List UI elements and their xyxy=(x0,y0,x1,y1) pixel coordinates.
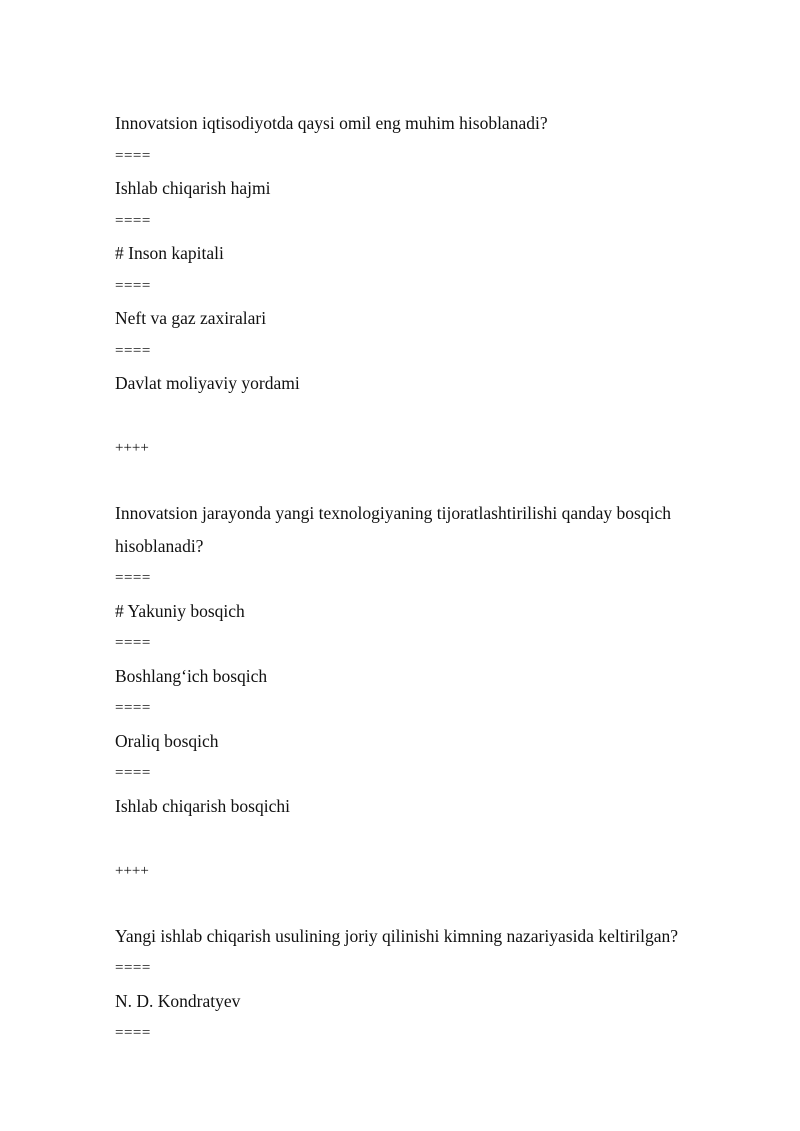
block-end-marker: ++++ xyxy=(115,440,149,456)
answer-option: Neft va gaz zaxiralari xyxy=(115,308,267,328)
separator: ==== xyxy=(115,570,151,586)
question-block xyxy=(115,497,725,920)
separator: ==== xyxy=(115,700,151,716)
answer-option: Ishlab chiqarish bosqichi xyxy=(115,795,290,816)
answer-option-correct: # Yakuniy bosqich xyxy=(115,600,245,621)
separator: ==== xyxy=(115,960,151,976)
spacer xyxy=(115,465,725,498)
answer-option: N. D. Kondratyev xyxy=(115,990,241,1011)
answer-option: Ishlab chiqarish hajmi xyxy=(115,178,271,198)
separator: ==== xyxy=(115,635,151,651)
question-text: Innovatsion jarayonda yangi texnologiyaning tijoratlashtirilishi qanday bosqich hisoblanadi? xyxy=(115,503,672,556)
separator: ==== xyxy=(115,277,151,294)
answer-option: Oraliq bosqich xyxy=(115,730,219,751)
answer-option: Davlat moliyaviy yordami xyxy=(115,373,300,393)
spacer xyxy=(115,822,725,855)
answer-option: Boshlang‘ich bosqich xyxy=(115,665,268,686)
separator: ==== xyxy=(115,765,151,781)
question-text: Innovatsion iqtisodiyotda qaysi omil eng muhim hisoblanadi? xyxy=(115,113,548,133)
block-end-marker: ++++ xyxy=(115,862,149,879)
spacer xyxy=(115,400,725,433)
separator: ==== xyxy=(115,342,151,359)
spacer xyxy=(115,887,725,920)
question-block xyxy=(115,920,725,1050)
question-text: Yangi ishlab chiqarish usulining joriy qilinishi kimning nazariyasida keltirilgan? xyxy=(115,925,679,946)
separator: ==== xyxy=(115,147,151,164)
question-block xyxy=(115,107,725,497)
separator: ==== xyxy=(115,1025,151,1041)
separator: ==== xyxy=(115,212,151,229)
document-page xyxy=(115,107,725,1050)
answer-option-correct: # Inson kapitali xyxy=(115,243,224,263)
